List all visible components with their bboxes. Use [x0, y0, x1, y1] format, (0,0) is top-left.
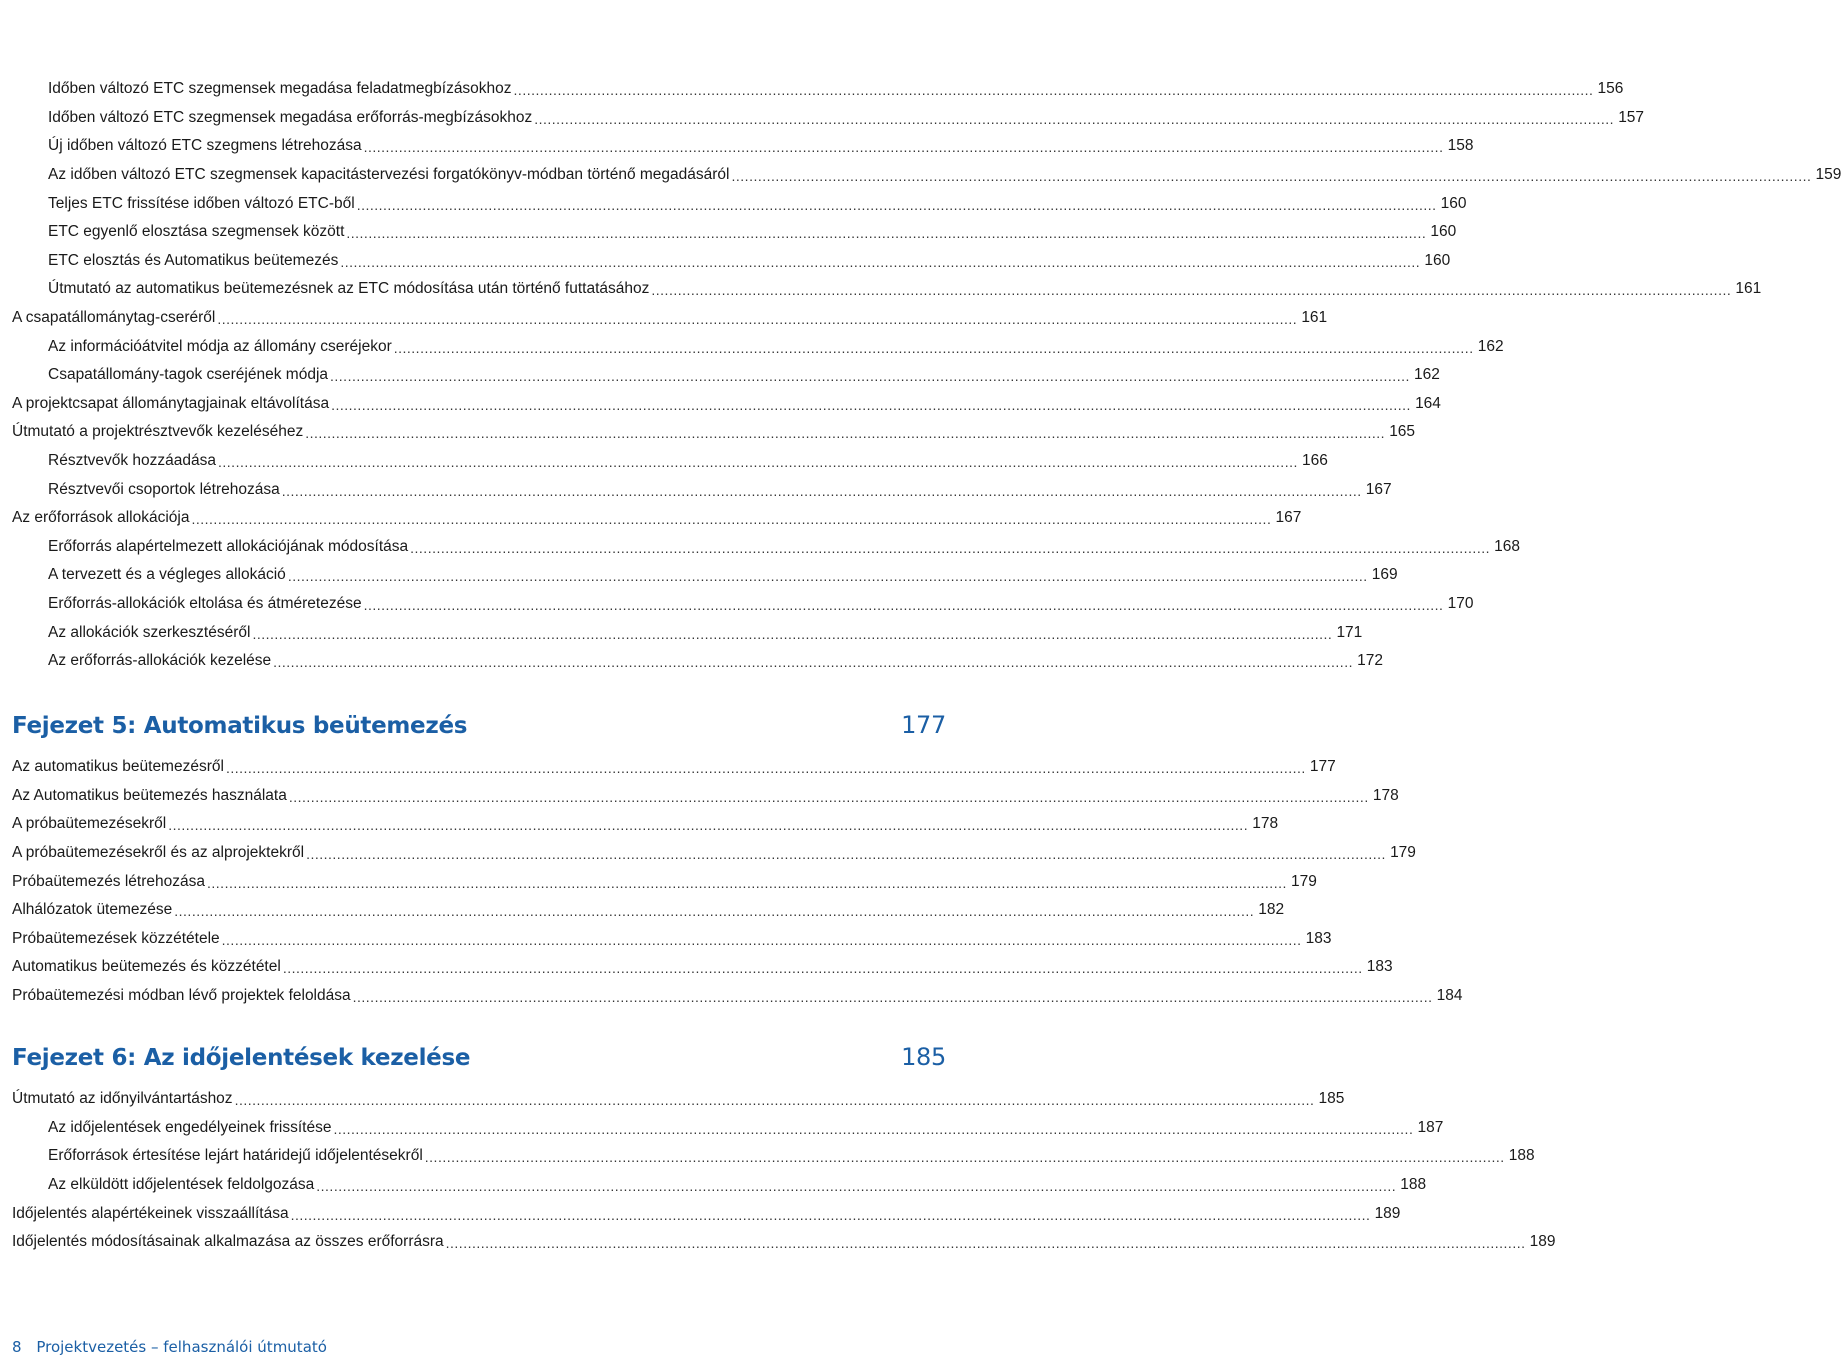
toc-entry[interactable]	[12, 1114, 1444, 1143]
toc-dot-leader	[340, 253, 1420, 271]
toc-dot-leader	[410, 539, 1490, 557]
chapter-page-number: 177	[901, 711, 946, 739]
chapter-5-heading[interactable]	[12, 711, 946, 739]
toc-dot-leader	[222, 931, 1302, 949]
toc-dot-leader	[732, 167, 1812, 185]
toc-dot-leader	[534, 110, 1614, 128]
toc-entry-title: Időjelentés alapértékeinek visszaállítása	[12, 1204, 289, 1222]
toc-entry[interactable]	[12, 132, 1474, 161]
toc-dot-leader	[364, 138, 1444, 156]
toc-entry-title: Erőforrás-allokációk eltolása és átméretezése	[48, 594, 362, 612]
toc-dot-leader	[283, 959, 1363, 977]
toc-entry-title: A projektcsapat állománytagjainak eltávolítása	[12, 394, 330, 412]
toc-entry[interactable]	[12, 418, 1416, 447]
toc-entry-page-number: 182	[1258, 901, 1285, 919]
toc-entry-page-number: 171	[1336, 623, 1363, 641]
toc-entry-title: Az időjelentések engedélyeinek frissítése	[48, 1118, 332, 1136]
toc-entry-page-number: 188	[1508, 1147, 1535, 1165]
toc-entry-page-number: 158	[1447, 137, 1474, 155]
footer-document-title: Projektvezetés – felhasználói útmutató	[36, 1338, 327, 1356]
toc-entry[interactable]	[12, 361, 1440, 390]
toc-entry-title: Próbaütemezések közzététele	[12, 929, 220, 947]
toc-entry[interactable]	[12, 1199, 1401, 1228]
toc-entry-page-number: 162	[1414, 366, 1440, 384]
toc-entry-title: A tervezett és a végleges allokáció	[48, 566, 286, 584]
chapter-title: Fejezet 6: Az időjelentések kezelése	[12, 1045, 471, 1071]
toc-entry-title: Próbaütemezés létrehozása	[12, 872, 206, 890]
toc-entry-page-number: 167	[1275, 509, 1302, 527]
toc-entry[interactable]	[12, 247, 1451, 276]
toc-entry-title: Csapatállomány-tagok cseréjének módja	[48, 366, 329, 384]
toc-entry-title: Erőforrás alapértelmezett allokációjának módosítása	[48, 537, 409, 555]
chapter-title: Fejezet 5: Automatikus beütemezés	[12, 713, 468, 739]
toc-entry-page-number: 170	[1447, 594, 1474, 612]
toc-entry-page-number: 183	[1366, 958, 1393, 976]
toc-entry-title: Útmutató az automatikus beütemezésnek az ETC módosítása után történő futtatásához	[48, 280, 650, 298]
toc-section-top	[12, 75, 1841, 675]
toc-dot-leader	[226, 759, 1306, 777]
toc-entry[interactable]	[12, 189, 1467, 218]
toc-entry-page-number: 179	[1390, 844, 1416, 862]
toc-entry-title: Időjelentés módosításainak alkalmazása az összes erőforrásra	[12, 1233, 444, 1251]
toc-section-chapter-6	[12, 1085, 1556, 1257]
toc-dot-leader	[357, 196, 1437, 214]
toc-dot-leader	[207, 874, 1287, 892]
toc-entry-title: Próbaütemezési módban lévő projektek feloldása	[12, 987, 351, 1005]
toc-entry-page-number: 187	[1417, 1118, 1444, 1136]
toc-entry-page-number: 183	[1305, 929, 1332, 947]
toc-dot-leader	[651, 281, 1731, 299]
toc-entry-page-number: 177	[1309, 758, 1336, 776]
toc-entry-title: Útmutató az időnyilvántartáshoz	[12, 1090, 233, 1108]
toc-dot-leader	[305, 424, 1385, 442]
toc-entry[interactable]	[12, 475, 1392, 504]
toc-entry-title: A próbaütemezésekről és az alprojektekről	[12, 844, 305, 862]
chapter-page-number: 185	[901, 1043, 946, 1071]
toc-entry-title: Időben változó ETC szegmensek megadása erőforrás-megbízásokhoz	[48, 108, 533, 126]
toc-entry-title: Résztvevői csoportok létrehozása	[48, 480, 280, 498]
toc-entry-page-number: 162	[1477, 337, 1504, 355]
toc-entry-title: ETC egyenlő elosztása szegmensek között	[48, 223, 345, 241]
toc-entry-title: A csapatállománytag-cseréről	[12, 309, 216, 327]
toc-dot-leader	[252, 625, 1332, 643]
toc-entry-page-number: 161	[1301, 309, 1328, 327]
toc-entry[interactable]	[12, 104, 1645, 133]
toc-entry-page-number: 188	[1400, 1176, 1427, 1194]
toc-entry-page-number: 178	[1372, 786, 1399, 804]
toc-entry[interactable]	[12, 447, 1328, 476]
toc-dot-leader	[282, 482, 1362, 500]
toc-dot-leader	[316, 1177, 1396, 1195]
toc-entry-title: Az elküldött időjelentések feldolgozása	[48, 1176, 315, 1194]
toc-dot-leader	[218, 453, 1298, 471]
toc-entry-page-number: 160	[1430, 223, 1457, 241]
toc-dot-leader	[273, 653, 1353, 671]
toc-dot-leader	[168, 816, 1248, 834]
toc-entry-title: Automatikus beütemezés és közzététel	[12, 958, 281, 976]
toc-dot-leader	[174, 902, 1254, 920]
toc-entry-page-number: 161	[1735, 280, 1762, 298]
toc-entry-title: Az időben változó ETC szegmensek kapacitástervezési forgatókönyv-módban történő megadásáról	[48, 166, 730, 184]
toc-entry[interactable]	[12, 332, 1504, 361]
toc-entry-page-number: 184	[1436, 987, 1463, 1005]
toc-entry[interactable]	[12, 75, 1624, 104]
toc-entry[interactable]	[12, 533, 1520, 562]
chapter-6-heading[interactable]	[12, 1043, 946, 1071]
toc-dot-leader	[191, 510, 1271, 528]
toc-entry-title: Időben változó ETC szegmensek megadása feladatmegbízásokhoz	[48, 80, 512, 98]
toc-entry-page-number: 179	[1291, 872, 1317, 890]
toc-entry-page-number: 160	[1424, 251, 1451, 269]
toc-entry-title: A próbaütemezésekről	[12, 815, 167, 833]
toc-entry-page-number: 189	[1374, 1204, 1401, 1222]
toc-entry[interactable]	[12, 218, 1457, 247]
toc-entry-page-number: 178	[1252, 815, 1279, 833]
toc-dot-leader	[425, 1148, 1505, 1166]
toc-entry[interactable]	[12, 982, 1463, 1011]
toc-entry-page-number: 189	[1529, 1233, 1556, 1251]
toc-entry-page-number: 185	[1318, 1090, 1345, 1108]
toc-entry-title: Az Automatikus beütemezés használata	[12, 786, 287, 804]
toc-entry[interactable]	[12, 561, 1398, 590]
toc-entry[interactable]	[12, 275, 1762, 304]
toc-entry[interactable]	[12, 953, 1393, 982]
toc-entry-title: Erőforrások értesítése lejárt határidejű időjelentésekről	[48, 1147, 423, 1165]
toc-entry-title: Az erőforrások allokációja	[12, 509, 190, 527]
toc-dot-leader	[306, 845, 1386, 863]
toc-entry-title: Az allokációk szerkesztéséről	[48, 623, 251, 641]
toc-entry-page-number: 172	[1357, 652, 1383, 670]
toc-dot-leader	[291, 1206, 1371, 1224]
toc-entry-title: Teljes ETC frissítése időben változó ETC-ből	[48, 194, 355, 212]
toc-entry-page-number: 156	[1597, 80, 1624, 98]
toc-dot-leader	[217, 310, 1297, 328]
toc-entry-page-number: 167	[1365, 480, 1392, 498]
toc-entry-page-number: 169	[1371, 566, 1398, 584]
toc-entry[interactable]	[12, 390, 1441, 419]
toc-dot-leader	[288, 567, 1368, 585]
toc-entry[interactable]	[12, 1228, 1556, 1257]
toc-entry-title: Az erőforrás-allokációk kezelése	[48, 652, 272, 670]
toc-dot-leader	[235, 1091, 1315, 1109]
toc-entry[interactable]	[12, 1085, 1345, 1114]
toc-entry-page-number: 157	[1618, 108, 1645, 126]
toc-dot-leader	[514, 81, 1594, 99]
toc-entry[interactable]	[12, 161, 1841, 190]
toc-entry-page-number: 160	[1440, 194, 1467, 212]
toc-entry-title: Új időben változó ETC szegmens létrehozása	[48, 137, 362, 155]
toc-entry[interactable]	[12, 896, 1285, 925]
toc-entry[interactable]	[12, 1142, 1535, 1171]
page-footer	[12, 1338, 327, 1356]
toc-dot-leader	[289, 788, 1369, 806]
toc-entry[interactable]	[12, 304, 1328, 333]
toc-entry[interactable]	[12, 782, 1399, 811]
toc-entry[interactable]	[12, 839, 1416, 868]
toc-entry-title: Alhálózatok ütemezése	[12, 901, 173, 919]
toc-entry[interactable]	[12, 618, 1363, 647]
toc-dot-leader	[331, 396, 1411, 414]
toc-entry-title: ETC elosztás és Automatikus beütemezés	[48, 251, 339, 269]
toc-dot-leader	[346, 224, 1426, 242]
toc-entry[interactable]	[12, 925, 1332, 954]
toc-entry-page-number: 159	[1815, 166, 1841, 184]
toc-entry[interactable]	[12, 867, 1317, 896]
toc-entry-title: Útmutató a projektrésztvevők kezeléséhez	[12, 423, 304, 441]
toc-dot-leader	[446, 1234, 1526, 1252]
toc-section-chapter-5	[12, 753, 1463, 1010]
toc-entry-page-number: 165	[1389, 423, 1416, 441]
toc-entry[interactable]	[12, 504, 1302, 533]
toc-dot-leader	[364, 596, 1444, 614]
toc-dot-leader	[353, 988, 1433, 1006]
toc-entry-title: Résztvevők hozzáadása	[48, 452, 217, 470]
toc-dot-leader	[333, 1120, 1413, 1138]
toc-entry[interactable]	[12, 647, 1383, 676]
toc-entry-page-number: 166	[1302, 452, 1328, 470]
toc-dot-leader	[330, 367, 1410, 385]
toc-entry-title: Az automatikus beütemezésről	[12, 758, 224, 776]
toc-entry[interactable]	[12, 753, 1336, 782]
toc-dot-leader	[394, 339, 1474, 357]
footer-page-number: 8	[12, 1338, 22, 1356]
toc-entry-page-number: 168	[1494, 537, 1520, 555]
toc-entry[interactable]	[12, 1171, 1427, 1200]
toc-entry-title: Az információátvitel módja az állomány cseréjekor	[48, 337, 392, 355]
toc-entry-page-number: 164	[1415, 394, 1441, 412]
toc-entry[interactable]	[12, 810, 1279, 839]
toc-entry[interactable]	[12, 590, 1474, 619]
